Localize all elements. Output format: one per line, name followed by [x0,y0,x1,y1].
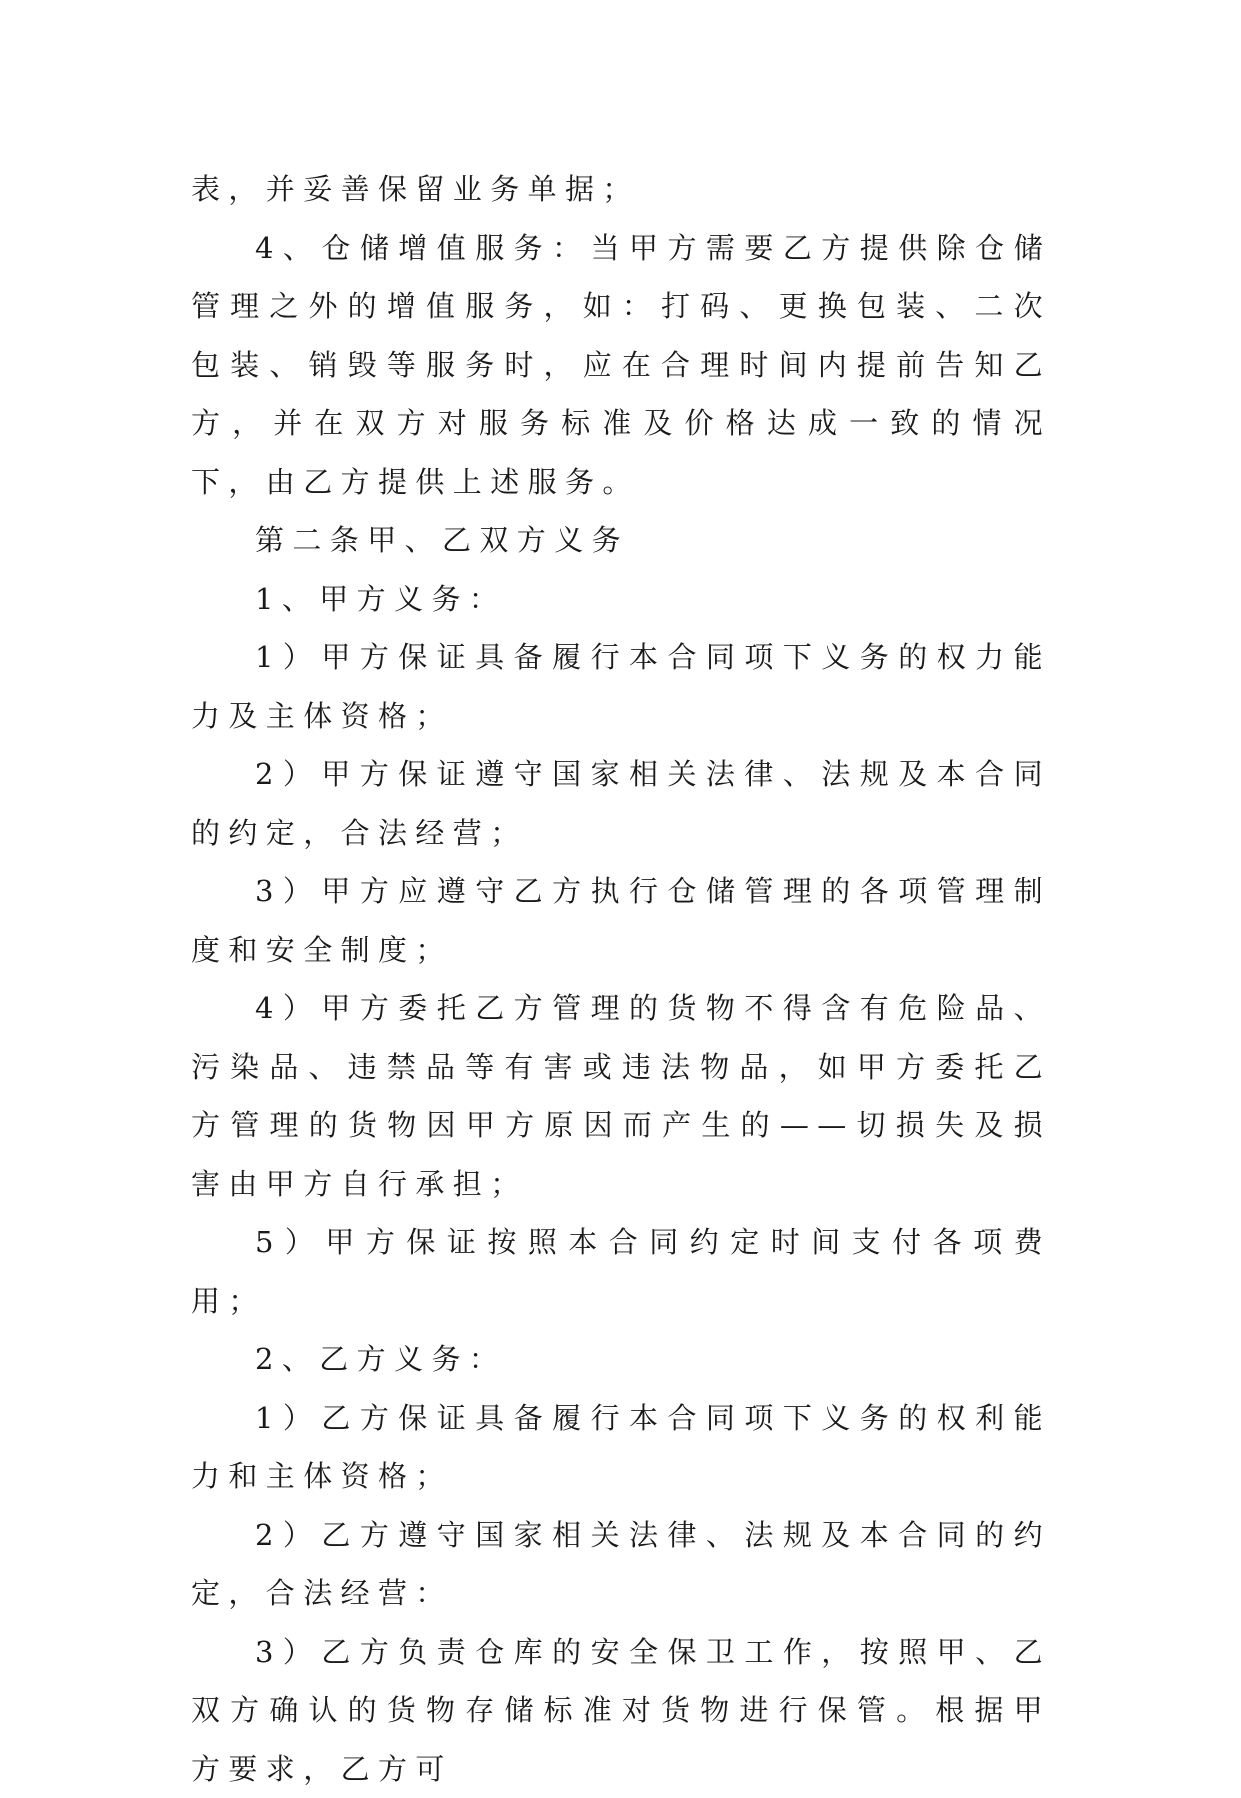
subheading-party-b-obligations: 2、乙方义务： [191,1330,1051,1389]
party-b-item-1: 1）乙方保证具备履行本合同项下义务的权利能力和主体资格； [191,1389,1051,1506]
section-heading-article-2: 第二条甲、乙双方义务 [191,511,1051,570]
party-a-item-2: 2）甲方保证遵守国家相关法律、法规及本合同的约定，合法经营； [191,745,1051,862]
party-b-item-3: 3）乙方负责仓库的安全保卫工作，按照甲、乙双方确认的货物存储标准对货物进行保管。根据甲方要求，乙方可 [191,1623,1051,1798]
party-b-item-2: 2）乙方遵守国家相关法律、法规及本合同的约定，合法经营： [191,1506,1051,1623]
subheading-party-a-obligations: 1、甲方义务： [191,570,1051,629]
party-a-item-5: 5）甲方保证按照本合同约定时间支付各项费用； [191,1213,1051,1330]
document-body [191,160,1051,1798]
paragraph-value-added-services: 4、仓储增值服务：当甲方需要乙方提供除仓储管理之外的增值服务，如：打码、更换包装、二次包装、销毁等服务时，应在合理时间内提前告知乙方，并在双方对服务标准及价格达成一致的情况下，由乙方提供上述服务。 [191,219,1051,512]
party-a-item-1: 1）甲方保证具备履行本合同项下义务的权力能力及主体资格； [191,628,1051,745]
paragraph-continuation: 表，并妥善保留业务单据； [191,160,1051,219]
party-a-item-4: 4）甲方委托乙方管理的货物不得含有危险品、污染品、违禁品等有害或违法物品，如甲方委托乙方管理的货物因甲方原因而产生的——切损失及损害由甲方自行承担； [191,979,1051,1213]
party-a-item-3: 3）甲方应遵守乙方执行仓储管理的各项管理制度和安全制度； [191,862,1051,979]
